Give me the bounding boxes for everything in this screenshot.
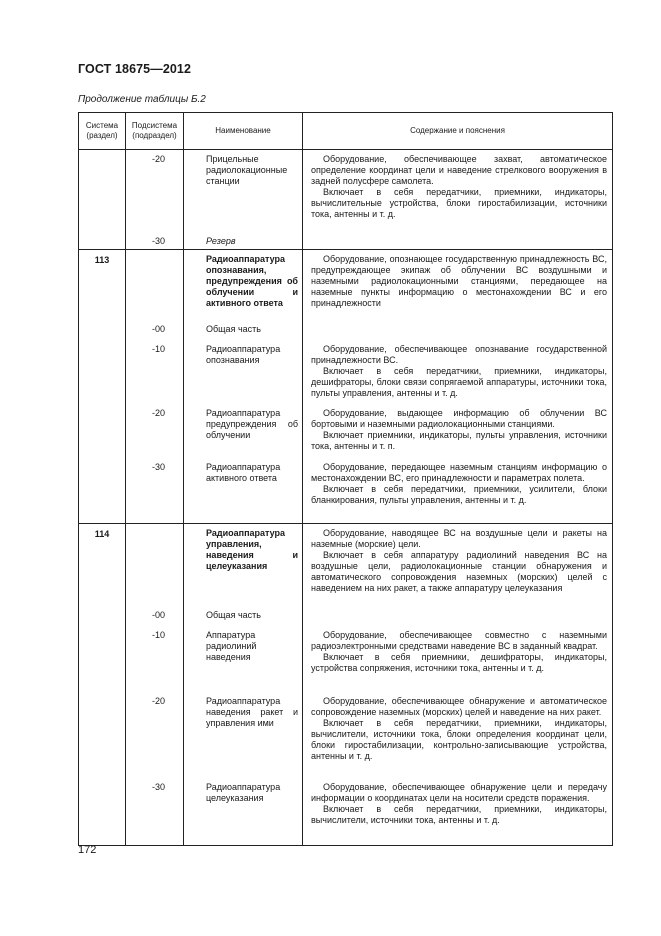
cell-system	[79, 626, 126, 692]
content-paragraph: Включает приемники, индикаторы, пульты управления, источники тока, антенны и т. п.	[311, 429, 607, 451]
content-paragraph: Оборудование, опознающее государственную принадлежность ВС, предупреждающее экипаж об облучении ВС воздушными и наземными радиолокационными станциями, передающее на наземные пункты информацию о местонахождении ВС и его принадлежности	[311, 254, 607, 308]
table-body	[79, 150, 613, 846]
cell-content	[303, 320, 613, 340]
cell-name: Радиоаппаратура активного ответа	[184, 458, 303, 524]
cell-system	[79, 778, 126, 846]
table-row	[79, 150, 613, 232]
content-paragraph: Оборудование, наводящее ВС на воздушные цели и ракеты на наземные (морские) цели.	[311, 528, 607, 549]
page-number: 172	[78, 844, 97, 856]
cell-name: Радиоаппаратура наведения ракет и управления ими	[184, 692, 303, 778]
content-paragraph: Оборудование, обеспечивающее обнаружение и автоматическое сопровождение наземных (морских) целей и наведение на них ракет.	[311, 695, 607, 717]
table-caption: Продолжение таблицы Б.2	[78, 94, 206, 105]
cell-name: Радиоаппаратура целеуказания	[184, 778, 303, 846]
cell-subsystem: -20	[126, 692, 184, 778]
cell-subsystem: -30	[126, 232, 184, 250]
cell-system	[79, 320, 126, 340]
cell-name: Общая часть	[184, 320, 303, 340]
cell-system	[79, 404, 126, 458]
cell-subsystem: -30	[126, 458, 184, 524]
table-row	[79, 692, 613, 778]
header-content: Содержание и пояснения	[303, 113, 613, 150]
table-row	[79, 232, 613, 250]
cell-name: Радиоаппаратура опознавания	[184, 340, 303, 404]
cell-content	[303, 606, 613, 626]
table-row	[79, 778, 613, 846]
cell-content	[303, 250, 613, 320]
cell-subsystem: -10	[126, 340, 184, 404]
cell-name: Аппаратура радиолиний наведения	[184, 626, 303, 692]
table-row	[79, 458, 613, 524]
content-paragraph: Оборудование, обеспечивающее обнаружение цели и передачу информации о координатах цели на носители средств поражения.	[311, 781, 607, 803]
cell-content	[303, 692, 613, 778]
table-row	[79, 320, 613, 340]
cell-content	[303, 524, 613, 606]
cell-name: Радиоаппаратура управления, наведения и целеуказания	[184, 524, 303, 606]
table-row	[79, 606, 613, 626]
table-row	[79, 404, 613, 458]
cell-system	[79, 232, 126, 250]
content-paragraph: Оборудование, обеспечивающее совместно с наземными радиоэлектронными средствами наведение ВС в заданный квадрат.	[311, 629, 607, 651]
content-paragraph: Включает в себя передатчики, приемники, индикаторы, дешифраторы, блоки связи сопрягаемой аппаратуры, источники тока, пульты управления, антенны и т. д.	[311, 365, 607, 398]
table-row	[79, 250, 613, 320]
cell-content	[303, 232, 613, 250]
cell-content	[303, 626, 613, 692]
content-paragraph: Включает в себя передатчики, приемники, индикаторы, вычислители, источники тока, антенны и т. д.	[311, 803, 607, 825]
cell-name: Общая часть	[184, 606, 303, 626]
classification-table	[78, 112, 613, 846]
cell-content	[303, 778, 613, 846]
content-paragraph: Включает в себя передатчики, приемники, усилители, блоки бланкирования, пульты управления, антенны и т. д.	[311, 483, 607, 505]
cell-content	[303, 404, 613, 458]
content-paragraph: Включает в себя передатчики, приемники, индикаторы, вычислители, источники тока, блоки определения координат цели, блоки гиростабилизации, контрольно-записывающие устройства, антенны и т. д.	[311, 717, 607, 761]
cell-content	[303, 340, 613, 404]
table-row	[79, 340, 613, 404]
content-paragraph: Включает в себя приемники, дешифраторы, индикаторы, устройства сопряжения, источники тока, антенны и т. д.	[311, 651, 607, 673]
cell-system: 114	[79, 524, 126, 606]
header-system: Система (раздел)	[79, 113, 126, 150]
cell-system: 113	[79, 250, 126, 320]
cell-content	[303, 458, 613, 524]
cell-subsystem: -20	[126, 150, 184, 232]
content-paragraph: Оборудование, выдающее информацию об облучении ВС бортовыми и наземными радиолокационными станциями.	[311, 407, 607, 429]
document-title: ГОСТ 18675—2012	[78, 62, 192, 76]
cell-subsystem	[126, 524, 184, 606]
content-paragraph: Оборудование, передающее наземным станциям информацию о местонахождении ВС, его принадлежности и параметрах полета.	[311, 461, 607, 483]
cell-name: Резерв	[184, 232, 303, 250]
cell-subsystem: -30	[126, 778, 184, 846]
table-row	[79, 626, 613, 692]
table-header-row	[79, 113, 613, 150]
cell-system	[79, 150, 126, 232]
cell-subsystem	[126, 250, 184, 320]
cell-subsystem: -00	[126, 320, 184, 340]
cell-name: Радиоаппаратура опознавания, предупреждения об облучении и активного ответа	[184, 250, 303, 320]
cell-name: Прицельные радиолокационные станции	[184, 150, 303, 232]
cell-subsystem: -10	[126, 626, 184, 692]
cell-subsystem: -20	[126, 404, 184, 458]
content-paragraph: Включает в себя передатчики, приемники, индикаторы, вычислительные устройства, блоки гиростабилизации, источники тока, антенны и т. д.	[311, 187, 607, 219]
content-paragraph: Оборудование, обеспечивающее захват, автоматическое определение координат цели и наведение стрелкового вооружения в задней полусфере самолета.	[311, 154, 607, 186]
cell-system	[79, 340, 126, 404]
content-paragraph: Включает в себя аппаратуру радиолиний наведения ВС на воздушные цели, радиолокационные станции обнаружения и автоматического сопровождения наземных (морских) целей с наведением на них ракет, а также аппаратуру целеуказания	[311, 550, 607, 593]
cell-system	[79, 458, 126, 524]
cell-system	[79, 692, 126, 778]
cell-subsystem: -00	[126, 606, 184, 626]
header-subsystem: Подсистема (подраздел)	[126, 113, 184, 150]
cell-name: Радиоаппаратура предупреждения об облучении	[184, 404, 303, 458]
table-row	[79, 524, 613, 606]
content-paragraph: Оборудование, обеспечивающее опознавание государственной принадлежности ВС.	[311, 343, 607, 365]
cell-system	[79, 606, 126, 626]
header-name: Наименование	[184, 113, 303, 150]
cell-content	[303, 150, 613, 232]
